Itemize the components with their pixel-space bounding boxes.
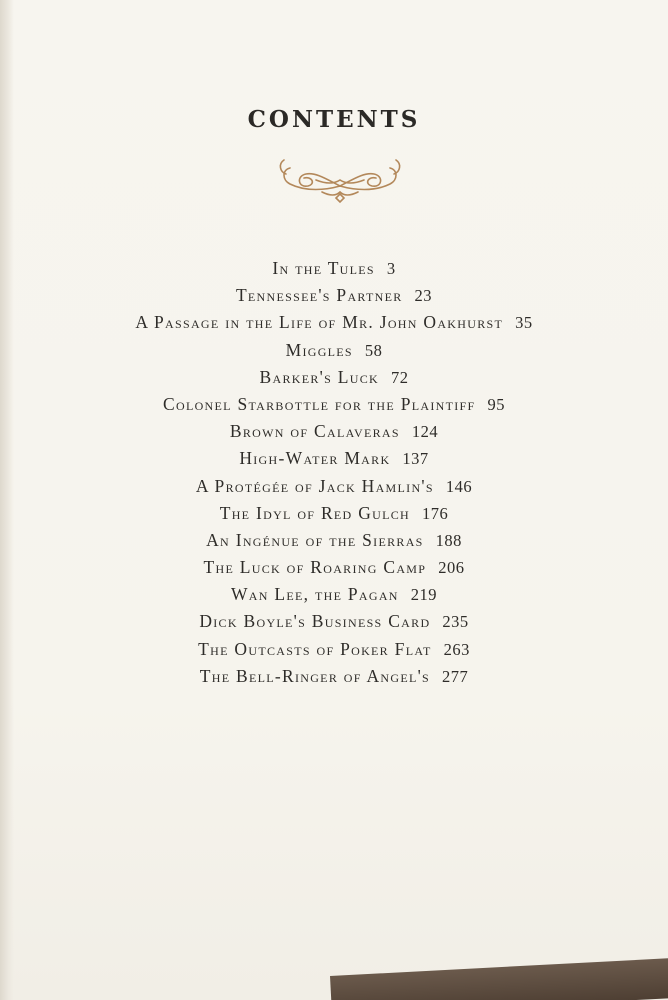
toc-entry — [0, 473, 668, 500]
toc-page-number: 146 — [445, 476, 473, 496]
toc-title: An Ingénue of the Sierras — [206, 529, 424, 550]
toc-title: A Protégée of Jack Hamlin's — [195, 475, 434, 496]
toc-title: The Outcasts of Poker Flat — [198, 638, 432, 659]
toc-page-number: 137 — [402, 449, 429, 469]
toc-title: Dick Boyle's Business Card — [199, 611, 431, 632]
toc-title: In the Tules — [272, 258, 375, 278]
toc-entry — [0, 391, 668, 418]
toc-page-number: 95 — [487, 394, 505, 414]
toc-title: The Luck of Roaring Camp — [203, 557, 427, 578]
contents-list — [0, 255, 668, 690]
toc-page-number: 3 — [386, 259, 396, 278]
flourish-ornament-icon — [276, 150, 404, 206]
toc-entry — [0, 309, 668, 336]
book-cover-edge — [330, 957, 668, 1000]
toc-page-number: 23 — [414, 286, 433, 306]
toc-page-number: 35 — [515, 313, 533, 333]
toc-page-number: 277 — [442, 666, 469, 686]
toc-title: The Bell-Ringer of Angel's — [199, 665, 431, 686]
toc-title: Brown of Calaveras — [229, 421, 400, 442]
toc-title: Colonel Starbottle for the Plaintiff — [163, 393, 476, 414]
toc-page-number: 58 — [364, 340, 383, 360]
toc-page-number: 263 — [443, 639, 470, 659]
toc-entry — [0, 608, 668, 635]
toc-entry — [0, 554, 668, 581]
toc-entry — [0, 527, 668, 554]
toc-title: Tennessee's Partner — [235, 285, 403, 306]
toc-entry — [0, 663, 668, 690]
toc-page-number: 235 — [442, 612, 469, 632]
toc-entry — [0, 418, 668, 445]
toc-title: Barker's Luck — [259, 366, 379, 387]
toc-entry — [0, 364, 668, 391]
toc-page-number: 124 — [411, 422, 439, 442]
toc-entry — [0, 255, 668, 282]
toc-page-number: 206 — [438, 558, 465, 578]
toc-entry — [0, 282, 668, 309]
toc-title: Wan Lee, the Pagan — [230, 584, 399, 605]
toc-title: A Passage in the Life of Mr. John Oakhurst — [135, 312, 504, 333]
toc-page-number: 176 — [422, 503, 449, 523]
toc-title: Miggles — [285, 339, 353, 360]
toc-page-number: 188 — [435, 530, 462, 550]
toc-title: High-Water Mark — [239, 448, 391, 469]
toc-entry — [0, 500, 668, 527]
toc-entry — [0, 337, 668, 364]
toc-page-number: 219 — [410, 585, 438, 605]
toc-entry — [0, 636, 668, 663]
toc-entry — [0, 581, 668, 608]
contents-heading: CONTENTS — [247, 106, 421, 133]
toc-entry — [0, 445, 668, 472]
toc-page-number: 72 — [390, 367, 409, 387]
toc-title: The Idyl of Red Gulch — [219, 502, 411, 523]
